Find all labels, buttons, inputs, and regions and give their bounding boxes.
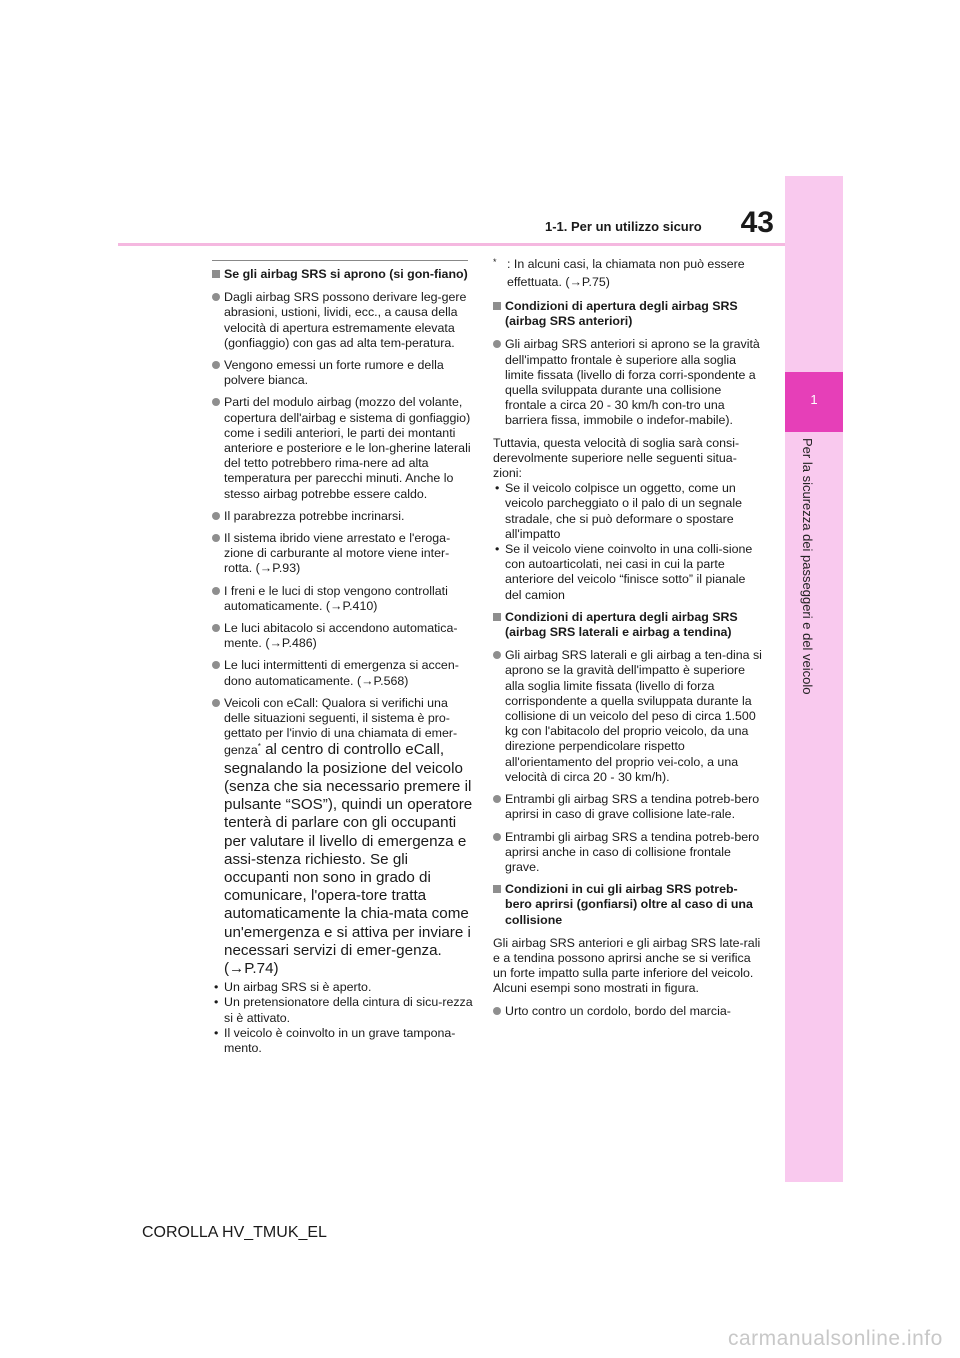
list-item: • Un pretensionatore della cintura di sicu-rezza si è attivato. (212, 995, 474, 1025)
bullet-text: Parti del modulo airbag (mozzo del volante, copertura dell'airbag e sistema di gonfiaggio) come i sedili anteriori, le parti dei montanti anteriore e posteriore e le lon-gherine laterali del tetto potrebbero rima-nere ad alta temperatura per parecchi minuti. Anche lo stesso airbag potrebbe essere caldo. (224, 395, 471, 501)
bullet-text: Le luci abitacolo si accendono automatica-mente. (→P.486) (224, 621, 458, 651)
bullet-item (212, 509, 474, 524)
bullet-text: Le luci intermittenti di emergenza si accen-dono automaticamente. (→P.568) (224, 658, 459, 688)
round-bullet-icon (493, 1007, 501, 1015)
footnote (493, 255, 763, 291)
watermark: carmanualsonline.info (728, 1327, 943, 1350)
section-heading (493, 610, 763, 640)
left-column (212, 260, 474, 1063)
round-bullet-icon (212, 587, 220, 595)
bullet-item (212, 395, 474, 501)
bullet-item (212, 358, 474, 388)
bullet-item (493, 337, 763, 428)
round-bullet-icon (212, 699, 220, 707)
paragraph: Gli airbag SRS anteriori e gli airbag SRS late-rali e a tendina possono aprirsi anche se si verifica un forte impatto sulla parte inferiore del veicolo. Alcuni esempi sono mostrati in figura. (493, 935, 761, 996)
round-bullet-icon (493, 651, 501, 659)
footnote-text: : In alcuni casi, la chiamata non può essere effettuata. (→P.75) (507, 257, 745, 289)
ecall-text-part1: Veicoli con eCall: Qualora si verifichi una delle situazioni seguenti, il sistema è pro-gettato per l'invio di una chiamata di emer-genza (224, 695, 458, 758)
heading-text: Se gli airbag SRS si aprono (si gon-fiano) (224, 267, 468, 281)
bullet-text: Il parabrezza potrebbe incrinarsi. (224, 508, 405, 523)
round-bullet-icon (493, 833, 501, 841)
bullet-item (212, 531, 474, 577)
paragraph: Tuttavia, questa velocità di soglia sarà consi-derevolmente superiore nelle seguenti situa-zioni: (493, 435, 740, 481)
bullet-item (493, 648, 763, 785)
round-bullet-icon (212, 624, 220, 632)
right-column (493, 255, 763, 1026)
list-item: • Il veicolo è coinvolto in un grave tampona-mento. (212, 1026, 474, 1056)
list-item: • Se il veicolo colpisce un oggetto, come un veicolo parcheggiato o il palo di un segnale stradale, che si può deformare o spostare all'impatto (493, 481, 763, 542)
round-bullet-icon (212, 512, 220, 520)
square-bullet-icon (493, 885, 501, 893)
bullet-text: Dagli airbag SRS possono derivare leg-gere abrasioni, ustioni, lividi, ecc., a causa della velocità di apertura estremamente elevata (gonfiaggio) con gas ad alta tem-peratura. (224, 290, 467, 350)
square-bullet-icon (493, 613, 501, 621)
bullet-item (212, 658, 474, 688)
list-item: • Se il veicolo viene coinvolto in una colli-sione con autoarticolati, nei casi in cui la parte anteriore del veicolo “finisce sotto” il pianale del camion (493, 542, 763, 603)
section-heading (493, 882, 763, 928)
heading-text: Condizioni di apertura degli airbag SRS (airbag SRS anteriori) (505, 299, 738, 329)
bullet-text: Vengono emessi un forte rumore e della polvere bianca. (224, 358, 444, 388)
bullet-text: Il sistema ibrido viene arrestato e l'eroga-zione di carburante al motore viene inter-rotta. (→P.93) (224, 531, 451, 576)
bullet-item (493, 1004, 763, 1019)
section-title: 1-1. Per un utilizzo sicuro (545, 219, 702, 234)
footnote-marker: * (493, 257, 497, 267)
heading-text: Condizioni in cui gli airbag SRS potreb-bero aprirsi (gonfiarsi) oltre al caso di una collisione (505, 882, 753, 927)
ecall-conditions-list (212, 980, 474, 1056)
footnote-marker: * (257, 742, 261, 752)
bullet-item (212, 290, 474, 351)
square-bullet-icon (212, 270, 220, 278)
list-item: • Un airbag SRS si è aperto. (212, 980, 474, 995)
bullet-item (212, 621, 474, 651)
bullet-item (493, 830, 763, 876)
bullet-item (493, 792, 763, 822)
round-bullet-icon (212, 398, 220, 406)
ecall-bullet (212, 696, 474, 978)
round-bullet-icon (493, 340, 501, 348)
bullet-text: Gli airbag SRS laterali e gli airbag a ten-dina si aprono se la gravità dell'impatto è superiore alla soglia limite fissata (livello di forza corrispondente a quella sviluppata durante la collisione di un veicolo del peso di circa 1.500 kg con l'abitacolo del proprio veicolo, da una direzione perpendicolare rispetto all'orientamento del proprio vei-colo, a una velocità di circa 20 - 30 km/h). (505, 648, 762, 784)
bullet-text: Entrambi gli airbag SRS a tendina potreb-bero aprirsi in caso di grave collisione late-rale. (505, 792, 760, 822)
bullet-item (212, 584, 474, 614)
round-bullet-icon (212, 534, 220, 542)
footer-model-code: COROLLA HV_TMUK_EL (142, 1224, 327, 1241)
bullet-text: Gli airbag SRS anteriori si aprono se la gravità dell'impatto frontale è superiore alla soglia limite fissata (livello di forza corri-spondente a quella sviluppata durante una collisione frontale a circa 20 - 30 km/h con-tro una barriera fissa, immobile o indefor-mabile). (505, 337, 760, 428)
chapter-title: Per la sicurezza dei passeggeri e del veicolo (800, 438, 815, 695)
bullet-text: Entrambi gli airbag SRS a tendina potreb-bero aprirsi anche in caso di collisione frontale grave. (505, 829, 760, 874)
bullet-text: I freni e le luci di stop vengono controllati automaticamente. (→P.410) (224, 583, 448, 613)
square-bullet-icon (493, 302, 501, 310)
round-bullet-icon (212, 293, 220, 301)
round-bullet-icon (493, 795, 501, 803)
column-divider (212, 260, 468, 261)
chapter-number: 1 (810, 392, 818, 407)
round-bullet-icon (212, 361, 220, 369)
section-heading (212, 267, 474, 282)
section-heading (493, 299, 763, 329)
bullet-text: Urto contro un cordolo, bordo del marcia- (505, 1003, 731, 1018)
round-bullet-icon (212, 661, 220, 669)
threshold-conditions-list (493, 481, 763, 603)
page-number: 43 (740, 206, 774, 239)
heading-text: Condizioni di apertura degli airbag SRS (airbag SRS laterali e airbag a tendina) (505, 609, 738, 640)
ecall-text-part2: al centro di controllo eCall, segnalando la posizione del veicolo (senza che sia necessario premere il pulsante “SOS”), quindi un operatore tenterà di parlare con gli occupanti per valutare il livello di emergenza e assi-stenza richiesto. Se gli occupanti non sono in grado di comunicare, l'opera-tore tratta automaticamente la chia-mata come un'emergenza e si attiva per inviare i necessari servizi di emer-genza. (→P.74) (224, 741, 473, 977)
header-rule (118, 243, 785, 246)
